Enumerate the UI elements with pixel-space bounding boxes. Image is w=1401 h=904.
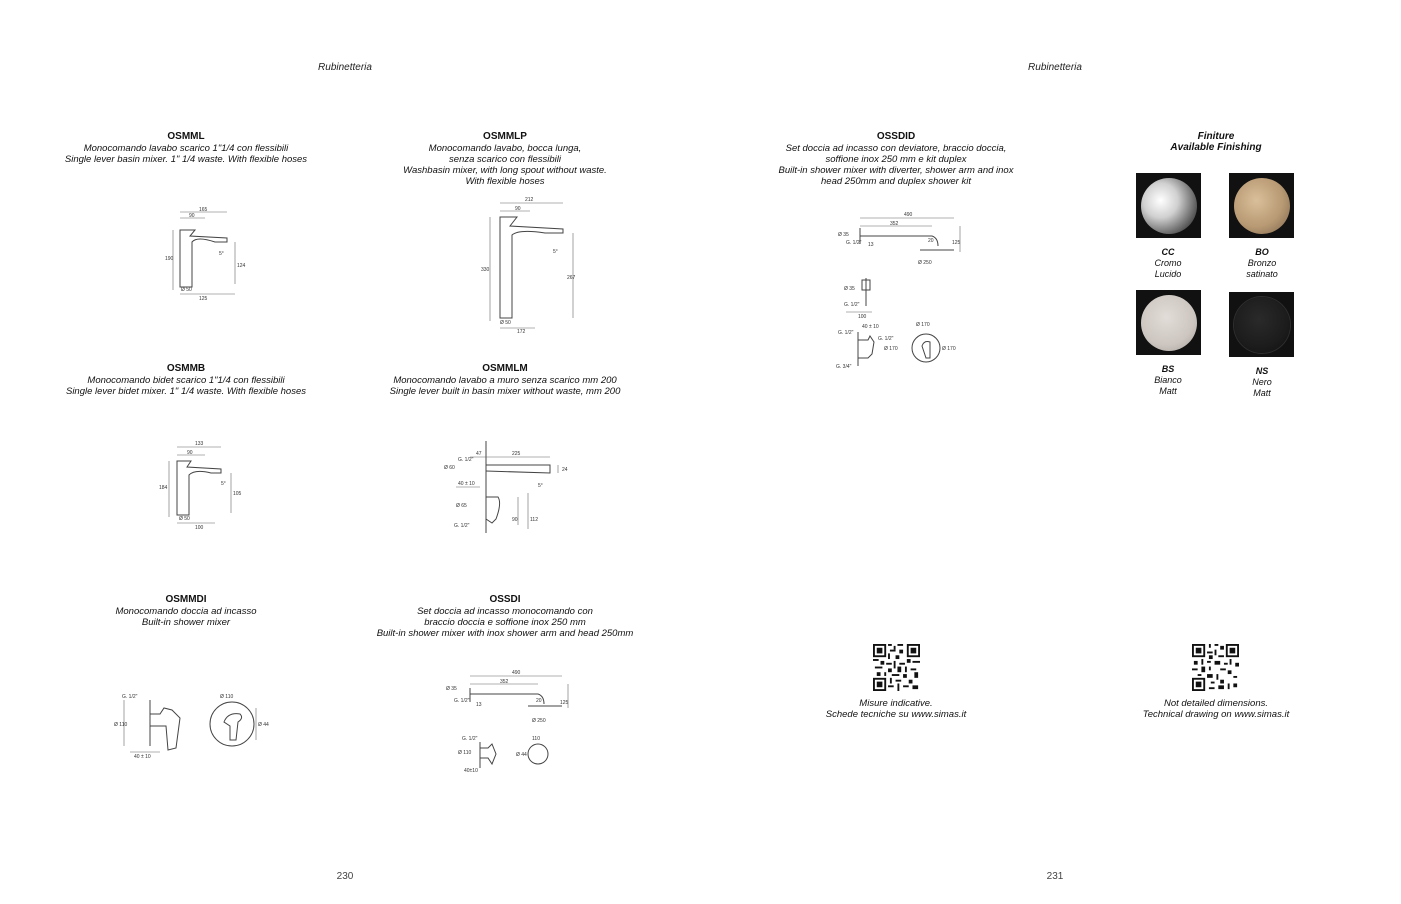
dim-label: Ø 110 [220, 694, 234, 700]
dim-label: 125 [952, 240, 961, 246]
product-code: OSMMB [166, 363, 206, 374]
dim-label: 40 ± 10 [134, 754, 151, 760]
product-description: Monocomando lavabo, bocca lunga, senza scarico con flessibili Washbasin mixer, with long spout without waste. With flexible hoses [403, 143, 607, 187]
dim-label: Ø 250 [918, 260, 932, 266]
product-description: Set doccia ad incasso con deviatore, braccio doccia, soffione inox 250 mm e kit duplex Built-in shower mixer with diverter, shower arm and inox head 250mm and duplex shower kit [778, 143, 1014, 187]
dim-label: G. 1/2" [846, 240, 862, 246]
product-description: Monocomando bidet scarico 1"1/4 con flessibili Single lever bidet mixer. 1" 1/4 waste. With flexible hoses [65, 375, 307, 397]
dim-label: 267 [567, 275, 576, 281]
dim-label: Ø 44 [516, 752, 527, 758]
dim-label: 5° [538, 483, 543, 489]
osmmlp-technical-drawing [475, 193, 585, 338]
qr-code-icon [1192, 644, 1239, 691]
product-code: OSSDID [876, 131, 916, 142]
dim-label: Ø 35 [844, 286, 855, 292]
dim-label: Ø 110 [114, 722, 128, 728]
dim-label: 40 ± 10 [458, 481, 475, 487]
product-description: Set doccia ad incasso monocomando con braccio doccia e soffione inox 250 mm Built-in shower mixer with inox shower arm and head 250mm [376, 606, 634, 639]
osmmdi-technical-drawing [110, 688, 270, 763]
dim-label: Ø 50 [181, 287, 192, 293]
finishes-title: Finiture Available Finishing [1170, 131, 1262, 153]
finish-label-bo [1217, 247, 1307, 280]
dim-label: 90 [187, 450, 193, 456]
dim-label: G. 1/2" [878, 336, 894, 342]
finish-disc [1141, 295, 1197, 351]
dim-label: 40±10 [464, 768, 478, 774]
finish-swatch-bo [1229, 173, 1294, 238]
finish-disc [1234, 297, 1290, 353]
dim-label: 184 [159, 485, 168, 491]
dim-label: Ø 35 [838, 232, 849, 238]
dim-label: Ø 110 [458, 750, 472, 756]
ossdid-technical-drawing [832, 208, 967, 373]
dim-label: 90 [189, 213, 195, 219]
dim-label: 133 [195, 441, 204, 447]
finish-swatch-bs [1136, 290, 1201, 355]
dim-label: 24 [562, 467, 568, 473]
product-code: OSSDI [489, 594, 521, 605]
finish-disc [1141, 178, 1197, 234]
dim-label: 100 [195, 525, 204, 531]
product-osmmlp [355, 131, 655, 187]
dim-label: G. 3/4" [836, 364, 852, 370]
osmmb-technical-drawing [155, 437, 255, 532]
dim-label: G. 1/2" [844, 302, 860, 308]
dim-label: 90 [512, 517, 518, 523]
dim-label: Ø 170 [884, 346, 898, 352]
note-not-detailed-dimensions: Not detailed dimensions. Technical drawing on www.simas.it [1142, 698, 1290, 720]
dim-label: Ø 170 [942, 346, 956, 352]
dim-label: 490 [904, 212, 913, 218]
product-osmmlm [355, 363, 655, 397]
dim-label: 5° [219, 251, 224, 257]
finish-name: Cromo Lucido [1154, 258, 1182, 279]
dim-label: G. 1/2" [454, 698, 470, 704]
dim-label: 125 [560, 700, 569, 706]
product-osmmb [36, 363, 336, 397]
product-code: OSMMLM [482, 363, 528, 374]
product-code: OSMMLP [483, 131, 527, 142]
dim-label: 47 [476, 451, 482, 457]
dim-label: G. 1/2" [838, 330, 854, 336]
finish-code: BS [1161, 364, 1175, 374]
dim-label: 225 [512, 451, 521, 457]
qr-code-icon [873, 644, 920, 691]
dim-label: 330 [481, 267, 490, 273]
product-description: Monocomando lavabo scarico 1"1/4 con flessibili Single lever basin mixer. 1" 1/4 waste. With flexible hoses [64, 143, 308, 165]
dim-label: 5° [553, 249, 558, 255]
dim-label: 112 [530, 517, 538, 523]
finish-swatch-cc [1136, 173, 1201, 238]
left-page-number: 230 [336, 871, 354, 882]
dim-label: G. 1/2" [462, 736, 478, 742]
finish-label-cc [1123, 247, 1213, 280]
product-ossdid [746, 131, 1046, 187]
dim-label: Ø 50 [179, 516, 190, 522]
finish-swatch-ns [1229, 292, 1294, 357]
note-misure-indicative: Misure indicative. Schede tecniche su www.simas.it [825, 698, 967, 720]
dim-label: 124 [237, 263, 246, 269]
finish-name: Nero Matt [1252, 377, 1272, 398]
dim-label: 20 [928, 238, 934, 244]
dim-label: 100 [858, 314, 867, 320]
dim-label: G. 1/2" [454, 523, 470, 529]
dim-label: 490 [512, 670, 521, 676]
finish-name: Bianco Matt [1154, 375, 1182, 396]
dim-label: 110 [532, 736, 540, 742]
dim-label: 105 [233, 491, 242, 497]
product-ossdi [355, 594, 655, 639]
finish-disc [1234, 178, 1290, 234]
right-page-number: 231 [1046, 871, 1064, 882]
product-code: OSMML [167, 131, 205, 142]
dim-label: 172 [517, 329, 526, 335]
dim-label: Ø 60 [444, 465, 455, 471]
dim-label: G. 1/2" [122, 694, 138, 700]
dim-label: Ø 44 [258, 722, 269, 728]
dim-label: 212 [525, 197, 534, 203]
dim-label: Ø 50 [500, 320, 511, 326]
product-description: Monocomando lavabo a muro senza scarico mm 200 Single lever built in basin mixer without waste, mm 200 [389, 375, 621, 397]
product-description: Monocomando doccia ad incasso Built-in shower mixer [115, 606, 257, 628]
dim-label: 5° [221, 481, 226, 487]
dim-label: Ø 65 [456, 503, 467, 509]
dim-label: 40 ± 10 [862, 324, 879, 330]
osmmlm-technical-drawing [440, 437, 575, 537]
dim-label: 20 [536, 698, 542, 704]
dim-label: G. 1/2" [458, 457, 474, 463]
finish-code: BO [1255, 247, 1269, 257]
dim-label: Ø 35 [446, 686, 457, 692]
dim-label: Ø 250 [532, 718, 546, 724]
product-code: OSMMDI [165, 594, 207, 605]
finish-label-bs [1123, 364, 1213, 397]
right-page-header: Rubinetteria [1028, 62, 1082, 73]
dim-label: 190 [165, 256, 174, 262]
dim-label: 125 [199, 296, 208, 302]
dim-label: 352 [890, 221, 899, 227]
dim-label: 13 [476, 702, 482, 708]
left-page-header: Rubinetteria [318, 62, 372, 73]
finish-label-ns [1217, 366, 1307, 399]
finish-code: NS [1255, 366, 1269, 376]
osmml-technical-drawing [155, 202, 255, 302]
finish-code: CC [1161, 247, 1175, 257]
finish-name: Bronzo satinato [1246, 258, 1278, 279]
dim-label: 90 [515, 206, 521, 212]
product-osmmdi [36, 594, 336, 628]
product-osmml [36, 131, 336, 165]
dim-label: 165 [199, 207, 208, 213]
ossdi-technical-drawing [440, 668, 580, 778]
dim-label: Ø 170 [916, 322, 930, 328]
dim-label: 13 [868, 242, 874, 248]
dim-label: 352 [500, 679, 509, 685]
